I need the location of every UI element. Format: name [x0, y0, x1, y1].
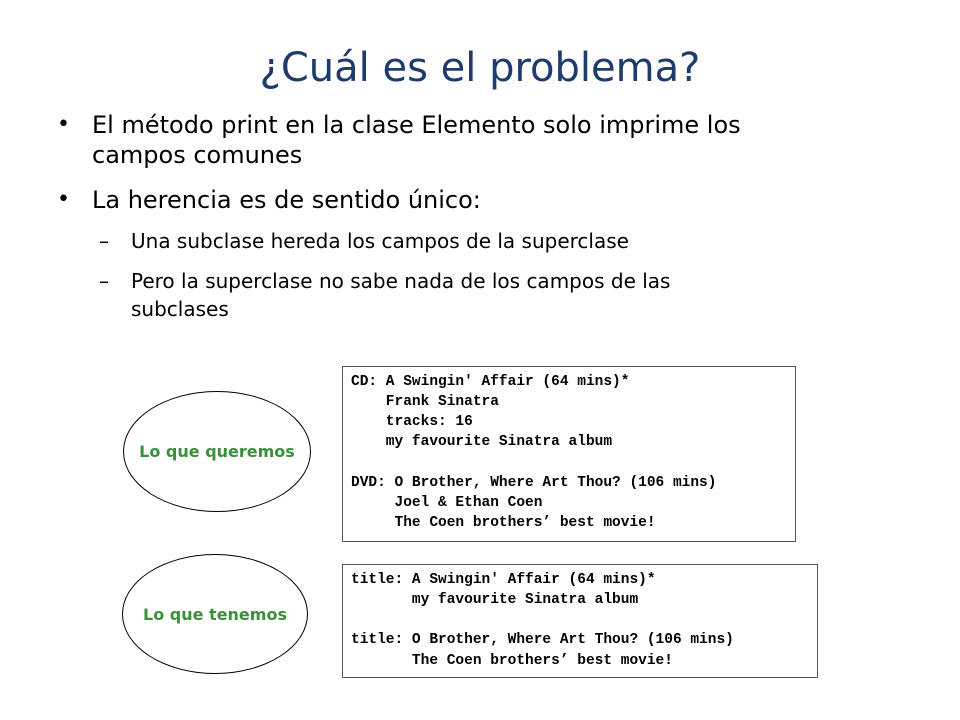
- output-line: title: A Swingin' Affair (64 mins)*: [351, 572, 656, 588]
- output-line: title: O Brother, Where Art Thou? (106 mins): [351, 632, 734, 648]
- output-line: Frank Sinatra: [351, 394, 499, 410]
- output-box-actual: [342, 564, 818, 678]
- output-line: The Coen brothers’ best movie!: [351, 515, 656, 531]
- output-line: The Coen brothers’ best movie!: [351, 653, 673, 669]
- output-line: Joel & Ethan Coen: [351, 495, 543, 511]
- ellipse-wanted-label: Lo que queremos: [139, 442, 295, 461]
- bullet-marker: •: [57, 187, 70, 212]
- output-box-wanted: [342, 366, 796, 542]
- bullet-text-line: campos comunes: [92, 141, 303, 169]
- output-line: tracks: 16: [351, 414, 473, 430]
- output-line: my favourite Sinatra album: [351, 592, 639, 608]
- ellipse-actual: [122, 554, 308, 674]
- ellipse-actual-label: Lo que tenemos: [143, 604, 287, 624]
- output-line: DVD: O Brother, Where Art Thou? (106 mins): [351, 475, 717, 491]
- sub-bullet-marker: –: [99, 269, 109, 293]
- sub-bullet-text-line: Pero la superclase no sabe nada de los campos de las: [131, 269, 671, 293]
- bullet-text-line: La herencia es de sentido único:: [92, 186, 481, 214]
- output-line: CD: A Swingin' Affair (64 mins)*: [351, 374, 630, 390]
- slide-title: ¿Cuál es el problema?: [259, 45, 701, 91]
- sub-bullet-marker: –: [99, 229, 109, 253]
- bullet-marker: •: [57, 112, 70, 137]
- bullet-list: [0, 0, 960, 340]
- bullet-text-line: El método print en la clase Elemento solo imprime los: [92, 111, 741, 139]
- ellipse-wanted: [123, 391, 311, 512]
- sub-bullet-text-line: Una subclase hereda los campos de la superclase: [131, 229, 629, 253]
- output-line: my favourite Sinatra album: [351, 434, 613, 450]
- sub-bullet-text-line: subclases: [131, 297, 229, 321]
